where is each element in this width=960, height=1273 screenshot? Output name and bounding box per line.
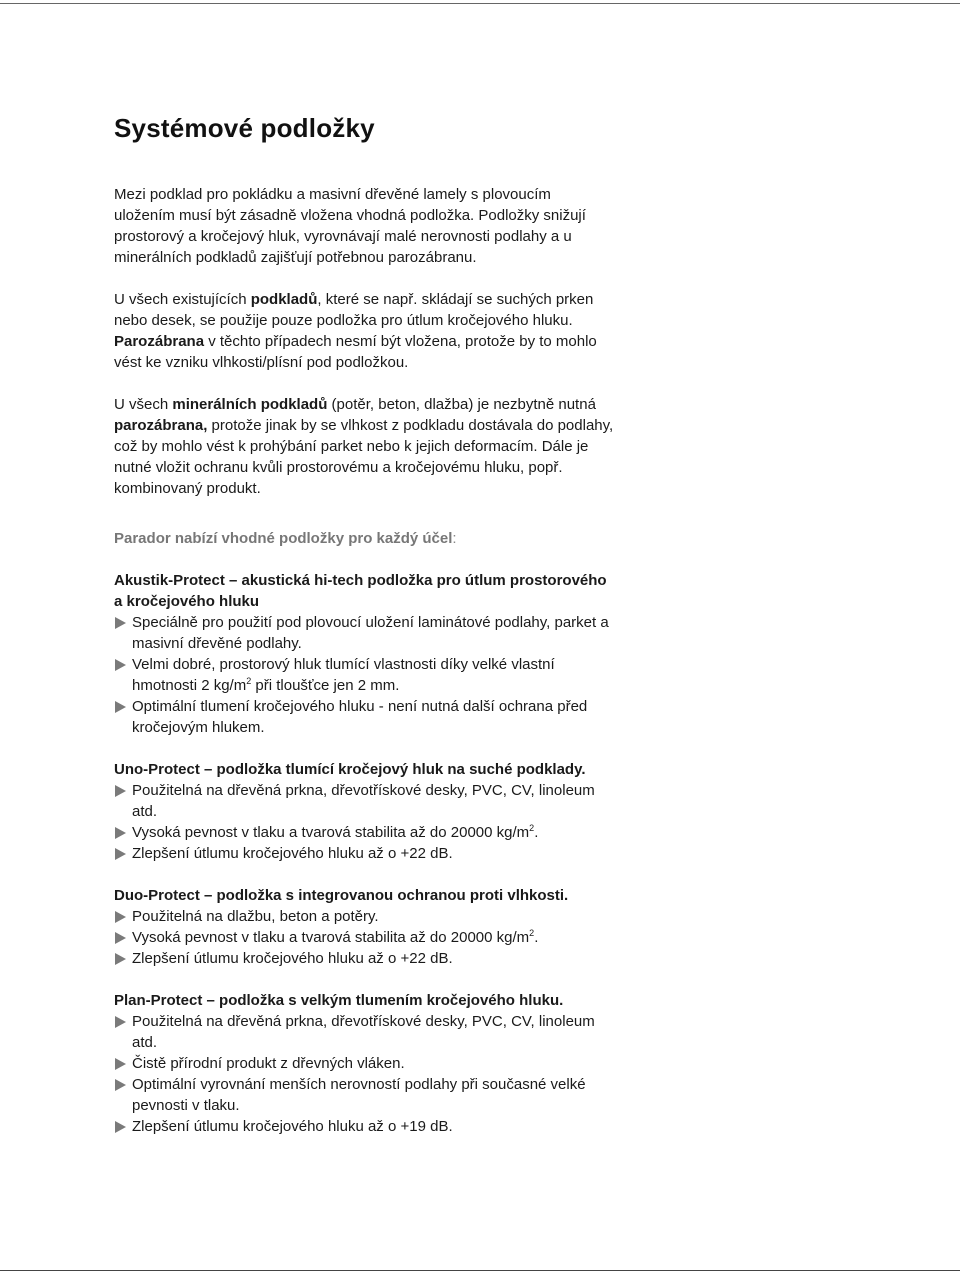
triangle-right-icon bbox=[115, 1079, 126, 1091]
feature-list bbox=[114, 780, 614, 864]
feature-item bbox=[114, 1074, 614, 1116]
product-title: Akustik-Protect – akustická hi-tech podložka pro útlum prostorového a kročejového hluku bbox=[114, 572, 607, 610]
feature-item bbox=[114, 1011, 614, 1053]
feature-item bbox=[114, 612, 614, 654]
superscript: 2 bbox=[529, 928, 535, 938]
triangle-right-icon bbox=[115, 1058, 126, 1070]
product-title: Uno-Protect – podložka tlumící kročejový hluk na suché podklady. bbox=[114, 761, 586, 778]
feature-text: Vysoká pevnost v tlaku a tvarová stabilita až do 20000 kg/m bbox=[132, 824, 530, 841]
feature-text-after: . bbox=[534, 824, 539, 841]
triangle-right-icon bbox=[115, 1016, 126, 1028]
superscript: 2 bbox=[246, 676, 252, 686]
superscript: 2 bbox=[529, 823, 535, 833]
paragraph-mineral-subfloors: U všech minerálních podkladů (potěr, beton, dlažba) je nezbytně nutná parozábrana, protože jinak by se vlhkost z podkladu dostávala do podlahy, což by mohlo vést k prohýbání parket nebo k jejich deformacím. Dále je nutné vložit ochranu kvůli prostorovému a kročejovému hluku, popř. kombinovaný produkt. bbox=[114, 396, 614, 497]
feature-text-after: . bbox=[534, 929, 539, 946]
product-list bbox=[114, 570, 614, 1137]
page-bottom-edge bbox=[0, 1270, 960, 1271]
feature-list bbox=[114, 1011, 614, 1137]
product-section bbox=[114, 990, 614, 1137]
triangle-right-icon bbox=[115, 785, 126, 797]
feature-item bbox=[114, 1116, 614, 1137]
triangle-right-icon bbox=[115, 659, 126, 671]
triangle-right-icon bbox=[115, 911, 126, 923]
paragraph-existing-subfloors: U všech existujících podkladů, které se např. skládají se suchých prken nebo desek, se použije pouze podložka pro útlum kročejového hluku. Parozábrana v těchto případech nesmí být vložena, protože by to mohlo vést ke vzniku vlhkosti/plísní pod podložkou. bbox=[114, 291, 597, 371]
page-top-edge bbox=[0, 3, 960, 4]
feature-text: Velmi dobré, prostorový hluk tlumící vlastnosti díky velké vlastní hmotnosti 2 kg/m bbox=[132, 656, 555, 694]
offer-heading: Parador nabízí vhodné podložky pro každý účel: bbox=[114, 530, 457, 547]
feature-item bbox=[114, 948, 614, 969]
triangle-right-icon bbox=[115, 953, 126, 965]
feature-item bbox=[114, 906, 614, 927]
feature-text: Použitelná na dlažbu, beton a potěry. bbox=[132, 908, 379, 925]
feature-text: Vysoká pevnost v tlaku a tvarová stabilita až do 20000 kg/m bbox=[132, 929, 530, 946]
triangle-right-icon bbox=[115, 848, 126, 860]
product-section bbox=[114, 570, 614, 738]
feature-text: Zlepšení útlumu kročejového hluku až o +19 dB. bbox=[132, 1118, 453, 1135]
feature-item bbox=[114, 927, 614, 948]
intro-paragraph: Mezi podklad pro pokládku a masivní dřevěné lamely s plovoucím uložením musí být zásadně vložena vhodná podložka. Podložky snižují prostorový a kročejový hluk, vyrovnávají malé nerovnosti podlahy a u minerálních podkladů zajišťují potřebnou parozábranu. bbox=[114, 186, 586, 266]
feature-list bbox=[114, 612, 614, 738]
feature-text: Použitelná na dřevěná prkna, dřevotřískové desky, PVC, CV, linoleum atd. bbox=[132, 782, 595, 820]
feature-item bbox=[114, 1053, 614, 1074]
feature-text: Použitelná na dřevěná prkna, dřevotřískové desky, PVC, CV, linoleum atd. bbox=[132, 1013, 595, 1051]
triangle-right-icon bbox=[115, 701, 126, 713]
feature-item bbox=[114, 822, 614, 843]
feature-item bbox=[114, 696, 614, 738]
triangle-right-icon bbox=[115, 827, 126, 839]
feature-item bbox=[114, 843, 614, 864]
triangle-right-icon bbox=[115, 617, 126, 629]
product-section bbox=[114, 759, 614, 864]
product-title: Duo-Protect – podložka s integrovanou ochranou proti vlhkosti. bbox=[114, 887, 569, 904]
feature-text: Optimální vyrovnání menších nerovností podlahy při současné velké pevnosti v tlaku. bbox=[132, 1076, 586, 1114]
document-content bbox=[114, 108, 614, 1137]
product-section bbox=[114, 885, 614, 969]
feature-list bbox=[114, 906, 614, 969]
feature-item bbox=[114, 780, 614, 822]
feature-text: Zlepšení útlumu kročejového hluku až o +22 dB. bbox=[132, 950, 453, 967]
feature-text: Speciálně pro použití pod plovoucí uložení laminátové podlahy, parket a masivní dřevěné podlahy. bbox=[132, 614, 609, 652]
feature-item bbox=[114, 654, 614, 696]
page-title: Systémové podložky bbox=[114, 113, 375, 143]
feature-text: Zlepšení útlumu kročejového hluku až o +22 dB. bbox=[132, 845, 453, 862]
triangle-right-icon bbox=[115, 932, 126, 944]
product-title: Plan-Protect – podložka s velkým tlumením kročejového hluku. bbox=[114, 992, 564, 1009]
triangle-right-icon bbox=[115, 1121, 126, 1133]
feature-text-after: při tloušťce jen 2 mm. bbox=[251, 677, 400, 694]
feature-text: Čistě přírodní produkt z dřevných vláken. bbox=[132, 1055, 405, 1072]
feature-text: Optimální tlumení kročejového hluku - není nutná další ochrana před kročejovým hlukem. bbox=[132, 698, 588, 736]
